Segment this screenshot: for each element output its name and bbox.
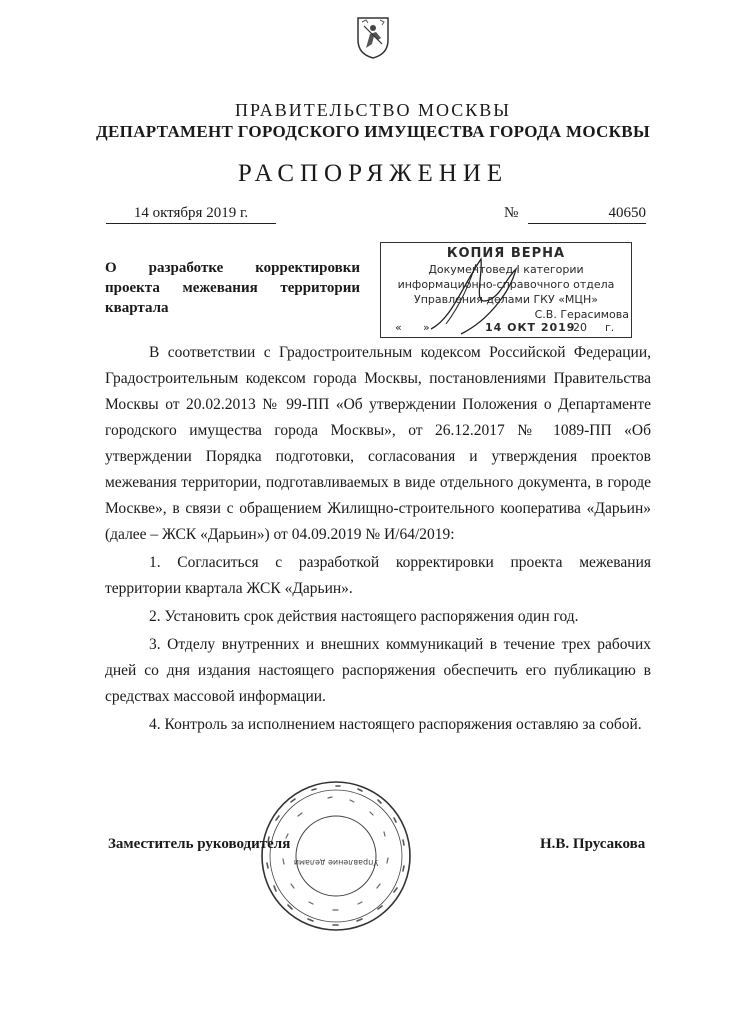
stamp-year-prefix: 20 [573, 321, 587, 334]
stamp-year-suffix: г. [605, 321, 615, 334]
signer-name: Н.В. Прусакова [540, 836, 646, 852]
list-item: 4. Контроль за исполнением настоящего распоряжения оставляю за собой. [149, 716, 642, 733]
department-title: ДЕПАРТАМЕНТ ГОРОДСКОГО ИМУЩЕСТВА ГОРОДА МОСКВЫ [96, 122, 650, 141]
document-subject: О разработке корректировки проекта межевания территории квартала [105, 260, 360, 316]
moscow-emblem-icon [354, 14, 392, 60]
stamp-line-2: информационно-справочного отдела [397, 278, 615, 291]
handwritten-signature-icon [421, 249, 531, 337]
stamp-quote-open: « [395, 321, 402, 334]
stamp-quote-close: » [423, 321, 430, 334]
stamp-title: КОПИЯ ВЕРНА [446, 246, 566, 261]
document-number: 40650 [528, 205, 646, 224]
document-date: 14 октября 2019 г. [106, 205, 276, 224]
official-seal-icon [258, 778, 414, 934]
list-item: 1. Согласиться с разработкой корректировки проекта межевания территории квартала ЖСК «Дарьин». [105, 554, 651, 597]
stamp-line-3: Управления делами ГКУ «МЦН» [414, 293, 598, 306]
seal-center-text: Управление делами [293, 858, 379, 867]
document-body [105, 340, 651, 738]
stamp-signer: С.В. Герасимова [534, 308, 629, 321]
preamble-paragraph: В соответствии с Градостроительным кодексом Российской Федерации, Градостроительным кодексом города Москвы, постановлениями Правительства Москвы от 20.02.2013 № 99-ПП «Об утверждении Положения о Департаменте городского имущества города Москвы», от 26.12.2017 № 1089-ПП «Об утверждении Порядка подготовки, согласования и утверждения проектов межевания территории, подготавливаемых в виде отдельного документа, в городе Москве», в связи с обращением Жилищно-строительного кооператива «Дарьин» (далее – ЖСК «Дарьин») от 04.09.2019 № И/64/2019: [105, 344, 651, 543]
list-item: 3. Отделу внутренних и внешних коммуникаций в течение трех рабочих дней со дня издания настоящего распоряжения обеспечить его публикацию в средствах массовой информации. [105, 636, 651, 705]
stamp-date-value: 14 ОКТ 2019 [485, 321, 576, 334]
number-sign: № [504, 205, 519, 221]
list-item: 2. Установить срок действия настоящего распоряжения один год. [149, 608, 579, 625]
signer-position: Заместитель руководителя [108, 836, 291, 852]
document-type-heading: РАСПОРЯЖЕНИЕ [237, 160, 509, 187]
copy-certification-stamp [380, 242, 632, 338]
government-title: ПРАВИТЕЛЬСТВО МОСКВЫ [234, 100, 511, 120]
stamp-line-1: Документовед I категории [428, 263, 584, 276]
